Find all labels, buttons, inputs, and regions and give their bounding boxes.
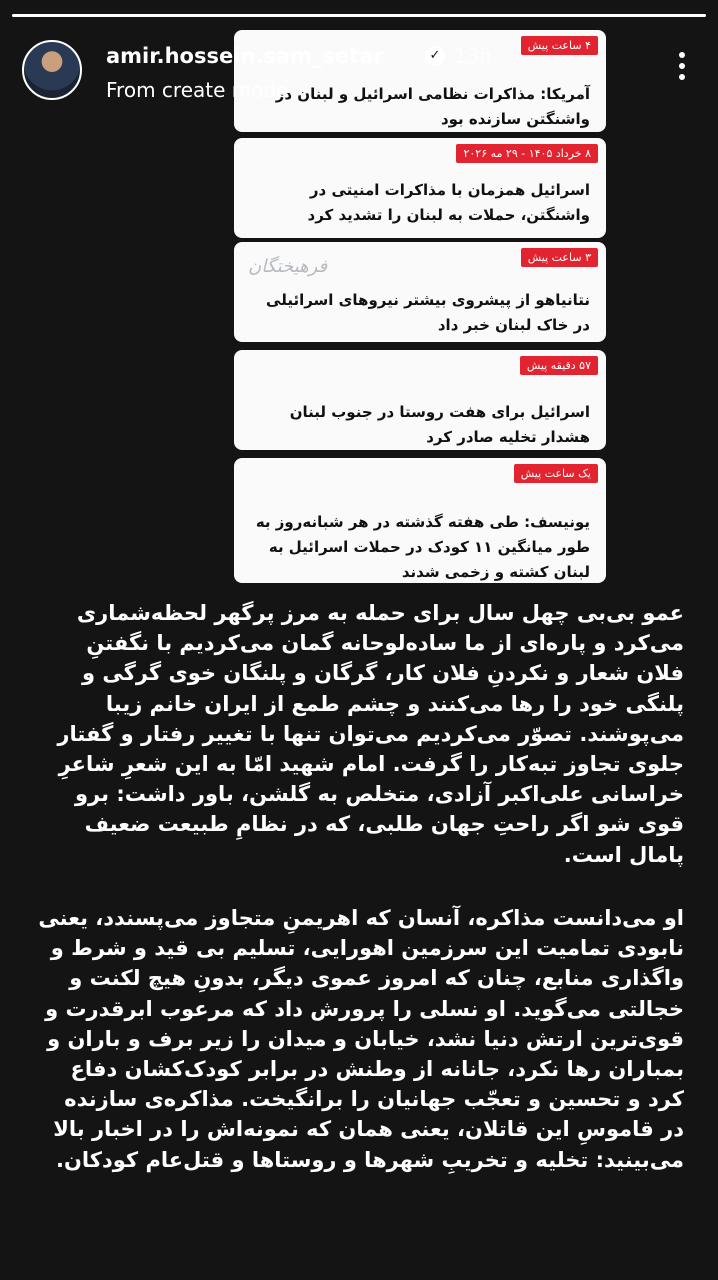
news-card bbox=[234, 242, 606, 342]
news-card bbox=[234, 138, 606, 238]
story-progress-bar bbox=[12, 14, 706, 17]
news-card-tag: ۵۷ دقیقه پیش bbox=[520, 356, 598, 375]
verified-badge-icon: ✓ bbox=[425, 46, 445, 66]
news-card-title: نتانیاهو از پیشروی بیشتر نیروهای اسرائیلی در خاک لبنان خبر داد bbox=[266, 291, 590, 334]
news-card-title: اسرائیل برای هفت روستا در جنوب لبنان هشدار تخلیه صادر کرد bbox=[289, 403, 590, 446]
news-card-tag: ۴ ساعت پیش bbox=[521, 36, 598, 55]
news-card bbox=[234, 458, 606, 583]
body-paragraph-text: عمو بی‌بی چهل سال برای حمله به مرز پرگهر لحظه‌شماری می‌کرد و پاره‌ای از ما ساده‌لوحانه گمان می‌کردیم با نگفتنِ فلان شعار و نکردنِ فلان کار، گرگان و پلنگان خوی گرگی و پلنگی خود را رها می‌کنند و چشم طمع از ایران خانم زیبا می‌پوشند. تصوّر می‌کردیم می‌توان تنها با تغییر رفتار و گفتار جلوی تجاوز تبه‌کار را گرفت. امام شهید امّا به این شعرِ شاعرِ خراسانی علی‌اکبر آزادی، متخلص به گلشن، باور داشت: برو قوی شو اگر راحتِ جهان طلبی، که در نظامِ طبیعت ضعیف پامال است. bbox=[57, 601, 684, 867]
story-subtitle: From create mode bbox=[106, 78, 289, 102]
body-paragraph-text: او می‌دانست مذاکره، آنسان که اهریمنِ متجاوز می‌پسندد، یعنی نابودی تمامیت این سرزمین اهورایی، تسلیم بی قید و شرط و واگذاری منابع، چنان که امروز عموی دیگر، بدونِ هیچ لکنت و خجالتی می‌گوید. او نسلی را پرورش داد که مرعوب ابرقدرت و قوی‌ترین ارتش دنیا نشد، خیابان و میدان را زیر برف و باران و بمباران رها نکرد، جانانه از وطنش در برابر کودک‌کشان دفاع کرد و تحسین و تعجّب جهانیان را برانگیخت. مذاکره‌ی سازنده در قاموسِ این قاتلان، یعنی همان که نمونه‌اش را در اخبار بالا می‌بینید: تخلیه و تخریبِ شهرها و روستاها و قتل‌عام کودکان. bbox=[38, 906, 684, 1172]
story-header bbox=[22, 40, 696, 104]
username[interactable]: amir.hossein.sam_setar bbox=[106, 44, 384, 68]
news-card-tag: ۳ ساعت پیش bbox=[521, 248, 598, 267]
time-ago: 13h bbox=[454, 44, 493, 68]
news-card-title: یونیسف: طی هفته گذشته در هر شبانه‌روز به طور میانگین ۱۱ کودک در حملات اسرائیل به لبنان کشته و زخمی شدند bbox=[255, 513, 590, 581]
avatar[interactable] bbox=[22, 40, 82, 100]
body-paragraph bbox=[36, 903, 684, 1175]
news-card-tag: یک ساعت پیش bbox=[514, 464, 598, 483]
story-progress-fill bbox=[12, 14, 706, 17]
news-watermark: فرهیختگان bbox=[248, 256, 328, 277]
more-options-icon[interactable] bbox=[676, 52, 688, 86]
news-card-tag: ۸ خرداد ۱۴۰۵ - ۲۹ مه ۲۰۲۶ bbox=[456, 144, 598, 163]
news-card-title: آمریکا: مذاکرات نظامی اسرائیل و لبنان در واشنگتن سازنده بود bbox=[275, 85, 590, 128]
body-paragraph bbox=[36, 598, 684, 870]
news-card bbox=[234, 350, 606, 450]
news-card-title: اسرائیل همزمان با مذاکرات امنیتی در واشنگتن، حملات به لبنان را تشدید کرد bbox=[307, 181, 590, 224]
